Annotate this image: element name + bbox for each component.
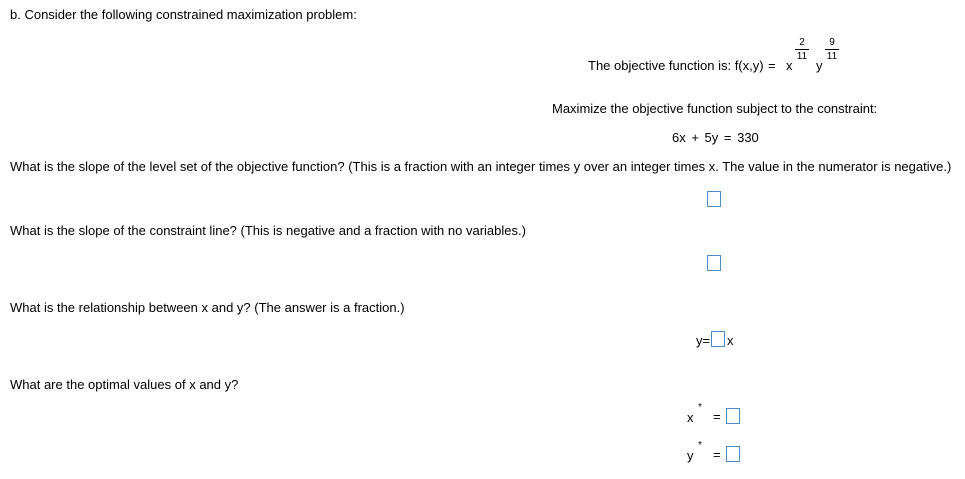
optimal-y-star: * (698, 440, 702, 451)
constraint-intro: Maximize the objective function subject to the constraint: (552, 101, 878, 116)
exponent-x-fraction (795, 37, 809, 62)
exponent-x-denominator: 11 (796, 51, 808, 62)
relationship-suffix: x (727, 333, 734, 348)
objective-label: The objective function is: f(x,y) (588, 58, 764, 73)
question-level-set-slope: What is the slope of the level set of the objective function? (This is a fraction with an integer times y over an integer times x. The value in the numerator is negative.) (10, 159, 952, 174)
exponent-y-denominator: 11 (826, 51, 838, 62)
objective-equals: = (768, 58, 776, 73)
optimal-x-label: x (687, 410, 694, 425)
exponent-y-bar (825, 49, 839, 50)
objective-var-x: x (786, 58, 793, 73)
answer-constraint-slope-input[interactable] (707, 255, 721, 271)
answer-optimal-y-input[interactable] (726, 446, 740, 462)
exponent-x-bar (795, 49, 809, 50)
question-xy-relationship: What is the relationship between x and y? (The answer is a fraction.) (10, 300, 405, 315)
constraint-equation: 6x + 5y = 330 (672, 130, 759, 145)
exponent-y-fraction (825, 37, 839, 62)
optimal-y-label: y (687, 448, 694, 463)
problem-heading: b. Consider the following constrained maximization problem: (10, 7, 357, 22)
optimal-y-equals: = (713, 447, 721, 462)
exponent-x-numerator: 2 (799, 37, 805, 48)
question-optimal-values: What are the optimal values of x and y? (10, 377, 239, 392)
answer-optimal-x-input[interactable] (726, 408, 740, 424)
answer-relationship-input[interactable] (711, 331, 725, 347)
relationship-prefix: y= (696, 333, 711, 348)
objective-var-y: y (816, 58, 823, 73)
optimal-x-equals: = (713, 409, 721, 424)
answer-level-set-slope-input[interactable] (707, 191, 721, 207)
exponent-y-numerator: 9 (829, 37, 835, 48)
question-constraint-slope: What is the slope of the constraint line? (This is negative and a fraction with no variables.) (10, 223, 526, 238)
optimal-x-star: * (698, 402, 702, 413)
